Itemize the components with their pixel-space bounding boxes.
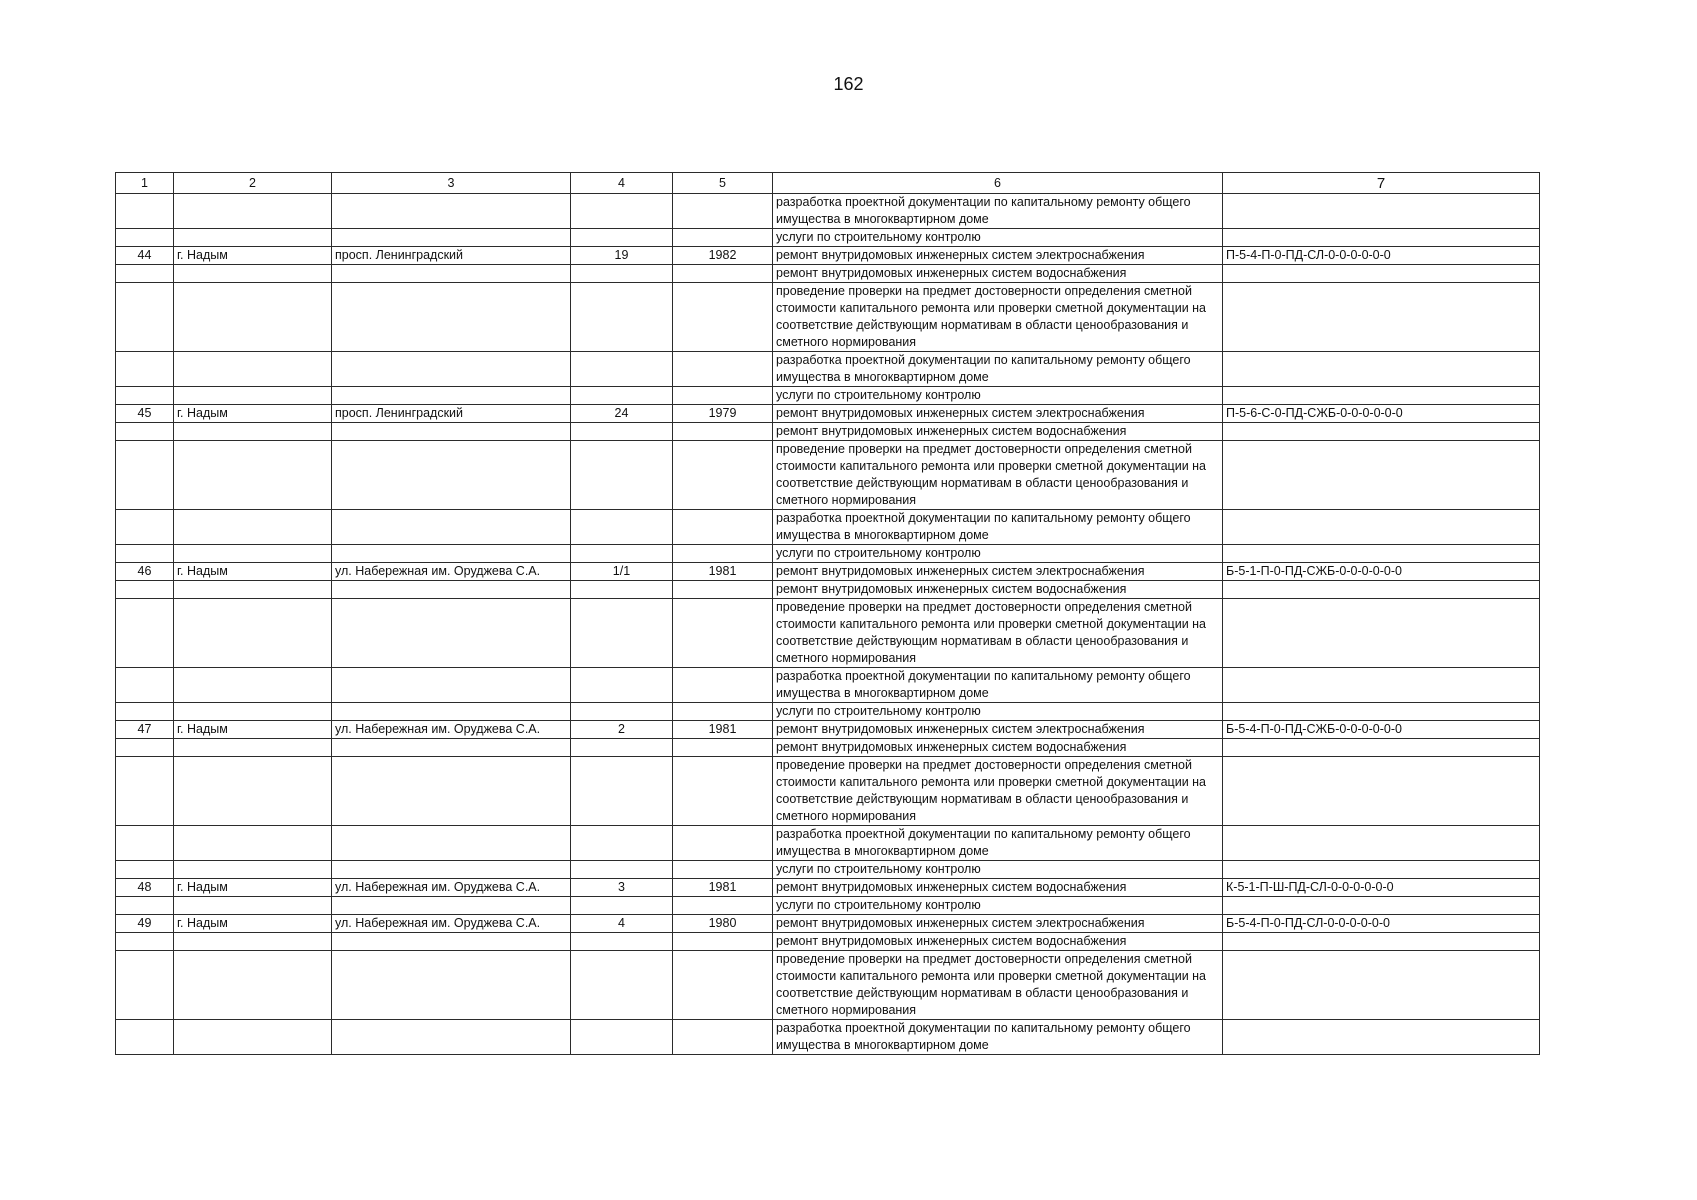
- street-cell: просп. Ленинградский: [332, 247, 571, 265]
- city-cell: [174, 1020, 332, 1055]
- table-row: [116, 581, 1540, 599]
- house-number-cell: [571, 861, 673, 879]
- row-number-cell: [116, 510, 174, 545]
- table-row: [116, 951, 1540, 1020]
- house-number-cell: [571, 826, 673, 861]
- year-built-cell: [673, 739, 773, 757]
- house-number-cell: 4: [571, 915, 673, 933]
- street-cell: [332, 757, 571, 826]
- object-code-cell: [1223, 352, 1540, 387]
- house-number-cell: [571, 599, 673, 668]
- row-number-cell: 46: [116, 563, 174, 581]
- city-cell: [174, 897, 332, 915]
- year-built-cell: [673, 951, 773, 1020]
- work-type-cell: услуги по строительному контролю: [773, 229, 1223, 247]
- row-number-cell: 44: [116, 247, 174, 265]
- city-cell: [174, 283, 332, 352]
- work-type-cell: ремонт внутридомовых инженерных систем водоснабжения: [773, 933, 1223, 951]
- work-type-cell: услуги по строительному контролю: [773, 703, 1223, 721]
- table-row: [116, 229, 1540, 247]
- city-cell: г. Надым: [174, 405, 332, 423]
- street-cell: [332, 703, 571, 721]
- year-built-cell: [673, 194, 773, 229]
- street-cell: [332, 668, 571, 703]
- house-number-cell: [571, 387, 673, 405]
- year-built-cell: [673, 441, 773, 510]
- street-cell: [332, 599, 571, 668]
- work-type-cell: разработка проектной документации по капитальному ремонту общего имущества в многоквартирном доме: [773, 826, 1223, 861]
- table-row: [116, 265, 1540, 283]
- work-type-cell: проведение проверки на предмет достоверности определения сметной стоимости капитального ремонта или проверки сметной документации на соответствие действующим нормативам в области ценообразования и сметного нормирования: [773, 599, 1223, 668]
- work-type-cell: разработка проектной документации по капитальному ремонту общего имущества в многоквартирном доме: [773, 194, 1223, 229]
- object-code-cell: К-5-1-П-Ш-ПД-СЛ-0-0-0-0-0-0: [1223, 879, 1540, 897]
- header-cell-4: 4: [571, 173, 673, 194]
- year-built-cell: [673, 545, 773, 563]
- city-cell: [174, 951, 332, 1020]
- year-built-cell: [673, 423, 773, 441]
- street-cell: ул. Набережная им. Оруджева С.А.: [332, 563, 571, 581]
- work-type-cell: разработка проектной документации по капитальному ремонту общего имущества в многоквартирном доме: [773, 510, 1223, 545]
- street-cell: ул. Набережная им. Оруджева С.А.: [332, 721, 571, 739]
- table-row: [116, 423, 1540, 441]
- table-row: [116, 826, 1540, 861]
- work-type-cell: ремонт внутридомовых инженерных систем водоснабжения: [773, 879, 1223, 897]
- city-cell: [174, 757, 332, 826]
- street-cell: [332, 265, 571, 283]
- city-cell: г. Надым: [174, 247, 332, 265]
- table-row: [116, 194, 1540, 229]
- row-number-cell: [116, 265, 174, 283]
- street-cell: [332, 423, 571, 441]
- year-built-cell: [673, 861, 773, 879]
- row-number-cell: [116, 545, 174, 563]
- year-built-cell: 1980: [673, 915, 773, 933]
- work-type-cell: ремонт внутридомовых инженерных систем водоснабжения: [773, 265, 1223, 283]
- street-cell: [332, 387, 571, 405]
- street-cell: ул. Набережная им. Оруджева С.А.: [332, 915, 571, 933]
- house-number-cell: [571, 283, 673, 352]
- object-code-cell: П-5-6-С-0-ПД-СЖБ-0-0-0-0-0-0: [1223, 405, 1540, 423]
- house-number-cell: [571, 545, 673, 563]
- year-built-cell: 1981: [673, 721, 773, 739]
- city-cell: г. Надым: [174, 721, 332, 739]
- header-cell-3: 3: [332, 173, 571, 194]
- header-row: [116, 173, 1540, 194]
- work-type-cell: проведение проверки на предмет достоверности определения сметной стоимости капитального ремонта или проверки сметной документации на соответствие действующим нормативам в области ценообразования и сметного нормирования: [773, 757, 1223, 826]
- table-row: [116, 721, 1540, 739]
- work-type-cell: проведение проверки на предмет достоверности определения сметной стоимости капитального ремонта или проверки сметной документации на соответствие действующим нормативам в области ценообразования и сметного нормирования: [773, 951, 1223, 1020]
- table-row: [116, 1020, 1540, 1055]
- object-code-cell: [1223, 757, 1540, 826]
- table-row: [116, 563, 1540, 581]
- object-code-cell: [1223, 897, 1540, 915]
- street-cell: [332, 510, 571, 545]
- register-table: [115, 172, 1540, 1055]
- object-code-cell: [1223, 545, 1540, 563]
- street-cell: [332, 739, 571, 757]
- year-built-cell: [673, 757, 773, 826]
- street-cell: [332, 229, 571, 247]
- row-number-cell: [116, 668, 174, 703]
- table-row: [116, 405, 1540, 423]
- header-cell-1: 1: [116, 173, 174, 194]
- page-number: 162: [833, 74, 864, 94]
- city-cell: [174, 387, 332, 405]
- city-cell: г. Надым: [174, 879, 332, 897]
- street-cell: [332, 1020, 571, 1055]
- work-type-cell: ремонт внутридомовых инженерных систем электроснабжения: [773, 405, 1223, 423]
- work-type-cell: услуги по строительному контролю: [773, 545, 1223, 563]
- work-type-cell: разработка проектной документации по капитальному ремонту общего имущества в многоквартирном доме: [773, 1020, 1223, 1055]
- object-code-cell: П-5-4-П-0-ПД-СЛ-0-0-0-0-0-0: [1223, 247, 1540, 265]
- year-built-cell: [673, 897, 773, 915]
- street-cell: [332, 951, 571, 1020]
- table-row: [116, 441, 1540, 510]
- row-number-cell: [116, 703, 174, 721]
- city-cell: [174, 668, 332, 703]
- object-code-cell: [1223, 387, 1540, 405]
- year-built-cell: [673, 265, 773, 283]
- street-cell: [332, 933, 571, 951]
- year-built-cell: 1981: [673, 879, 773, 897]
- row-number-cell: [116, 1020, 174, 1055]
- year-built-cell: [673, 581, 773, 599]
- table-row: [116, 915, 1540, 933]
- row-number-cell: 49: [116, 915, 174, 933]
- city-cell: [174, 581, 332, 599]
- street-cell: [332, 352, 571, 387]
- row-number-cell: [116, 897, 174, 915]
- house-number-cell: 2: [571, 721, 673, 739]
- city-cell: [174, 423, 332, 441]
- object-code-cell: [1223, 510, 1540, 545]
- year-built-cell: 1982: [673, 247, 773, 265]
- city-cell: [174, 510, 332, 545]
- table-row: [116, 387, 1540, 405]
- object-code-cell: Б-5-1-П-0-ПД-СЖБ-0-0-0-0-0-0: [1223, 563, 1540, 581]
- house-number-cell: [571, 739, 673, 757]
- row-number-cell: 45: [116, 405, 174, 423]
- year-built-cell: [673, 1020, 773, 1055]
- object-code-cell: [1223, 423, 1540, 441]
- row-number-cell: [116, 283, 174, 352]
- house-number-cell: 19: [571, 247, 673, 265]
- street-cell: [332, 581, 571, 599]
- row-number-cell: [116, 229, 174, 247]
- work-type-cell: ремонт внутридомовых инженерных систем электроснабжения: [773, 247, 1223, 265]
- street-cell: просп. Ленинградский: [332, 405, 571, 423]
- city-cell: [174, 352, 332, 387]
- house-number-cell: [571, 933, 673, 951]
- object-code-cell: [1223, 283, 1540, 352]
- year-built-cell: [673, 387, 773, 405]
- city-cell: [174, 265, 332, 283]
- work-type-cell: услуги по строительному контролю: [773, 861, 1223, 879]
- house-number-cell: [571, 265, 673, 283]
- year-built-cell: 1979: [673, 405, 773, 423]
- street-cell: [332, 545, 571, 563]
- row-number-cell: 47: [116, 721, 174, 739]
- table-row: [116, 247, 1540, 265]
- work-type-cell: разработка проектной документации по капитальному ремонту общего имущества в многоквартирном доме: [773, 668, 1223, 703]
- object-code-cell: [1223, 739, 1540, 757]
- work-type-cell: проведение проверки на предмет достоверности определения сметной стоимости капитального ремонта или проверки сметной документации на соответствие действующим нормативам в области ценообразования и сметного нормирования: [773, 283, 1223, 352]
- table-row: [116, 703, 1540, 721]
- street-cell: [332, 897, 571, 915]
- house-number-cell: 1/1: [571, 563, 673, 581]
- row-number-cell: [116, 441, 174, 510]
- house-number-cell: [571, 951, 673, 1020]
- street-cell: [332, 826, 571, 861]
- row-number-cell: [116, 951, 174, 1020]
- city-cell: [174, 739, 332, 757]
- year-built-cell: [673, 703, 773, 721]
- object-code-cell: [1223, 599, 1540, 668]
- object-code-cell: [1223, 229, 1540, 247]
- year-built-cell: [673, 826, 773, 861]
- house-number-cell: [571, 441, 673, 510]
- year-built-cell: [673, 352, 773, 387]
- row-number-cell: [116, 599, 174, 668]
- object-code-cell: [1223, 581, 1540, 599]
- row-number-cell: [116, 352, 174, 387]
- table-row: [116, 739, 1540, 757]
- city-cell: [174, 933, 332, 951]
- year-built-cell: [673, 283, 773, 352]
- object-code-cell: [1223, 194, 1540, 229]
- work-type-cell: ремонт внутридомовых инженерных систем электроснабжения: [773, 721, 1223, 739]
- row-number-cell: [116, 387, 174, 405]
- house-number-cell: [571, 229, 673, 247]
- city-cell: [174, 599, 332, 668]
- city-cell: [174, 545, 332, 563]
- city-cell: [174, 861, 332, 879]
- year-built-cell: [673, 599, 773, 668]
- row-number-cell: 48: [116, 879, 174, 897]
- street-cell: [332, 194, 571, 229]
- table-row: [116, 879, 1540, 897]
- row-number-cell: [116, 861, 174, 879]
- object-code-cell: Б-5-4-П-0-ПД-СЛ-0-0-0-0-0-0: [1223, 915, 1540, 933]
- header-cell-2: 2: [174, 173, 332, 194]
- house-number-cell: [571, 510, 673, 545]
- house-number-cell: [571, 668, 673, 703]
- table-row: [116, 757, 1540, 826]
- house-number-cell: [571, 757, 673, 826]
- street-cell: ул. Набережная им. Оруджева С.А.: [332, 879, 571, 897]
- object-code-cell: [1223, 951, 1540, 1020]
- row-number-cell: [116, 826, 174, 861]
- house-number-cell: [571, 194, 673, 229]
- object-code-cell: [1223, 703, 1540, 721]
- header-cell-7: 7: [1223, 173, 1540, 194]
- city-cell: г. Надым: [174, 563, 332, 581]
- street-cell: [332, 861, 571, 879]
- table-row: [116, 599, 1540, 668]
- header-cell-5: 5: [673, 173, 773, 194]
- work-type-cell: ремонт внутридомовых инженерных систем водоснабжения: [773, 423, 1223, 441]
- city-cell: г. Надым: [174, 915, 332, 933]
- table-row: [116, 283, 1540, 352]
- work-type-cell: ремонт внутридомовых инженерных систем водоснабжения: [773, 581, 1223, 599]
- object-code-cell: [1223, 441, 1540, 510]
- object-code-cell: [1223, 933, 1540, 951]
- city-cell: [174, 441, 332, 510]
- row-number-cell: [116, 757, 174, 826]
- work-type-cell: ремонт внутридомовых инженерных систем электроснабжения: [773, 915, 1223, 933]
- work-type-cell: ремонт внутридомовых инженерных систем водоснабжения: [773, 739, 1223, 757]
- object-code-cell: [1223, 668, 1540, 703]
- house-number-cell: 3: [571, 879, 673, 897]
- work-type-cell: проведение проверки на предмет достоверности определения сметной стоимости капитального ремонта или проверки сметной документации на соответствие действующим нормативам в области ценообразования и сметного нормирования: [773, 441, 1223, 510]
- work-type-cell: услуги по строительному контролю: [773, 387, 1223, 405]
- row-number-cell: [116, 423, 174, 441]
- table-row: [116, 352, 1540, 387]
- city-cell: [174, 703, 332, 721]
- house-number-cell: [571, 1020, 673, 1055]
- street-cell: [332, 441, 571, 510]
- work-type-cell: разработка проектной документации по капитальному ремонту общего имущества в многоквартирном доме: [773, 352, 1223, 387]
- header-cell-6: 6: [773, 173, 1223, 194]
- house-number-cell: [571, 352, 673, 387]
- object-code-cell: [1223, 826, 1540, 861]
- object-code-cell: [1223, 861, 1540, 879]
- city-cell: [174, 229, 332, 247]
- street-cell: [332, 283, 571, 352]
- house-number-cell: [571, 897, 673, 915]
- city-cell: [174, 826, 332, 861]
- table-row: [116, 545, 1540, 563]
- house-number-cell: [571, 423, 673, 441]
- object-code-cell: [1223, 1020, 1540, 1055]
- house-number-cell: [571, 703, 673, 721]
- object-code-cell: [1223, 265, 1540, 283]
- year-built-cell: 1981: [673, 563, 773, 581]
- table-row: [116, 861, 1540, 879]
- row-number-cell: [116, 194, 174, 229]
- object-code-cell: Б-5-4-П-0-ПД-СЖБ-0-0-0-0-0-0: [1223, 721, 1540, 739]
- work-type-cell: ремонт внутридомовых инженерных систем электроснабжения: [773, 563, 1223, 581]
- table-row: [116, 510, 1540, 545]
- year-built-cell: [673, 229, 773, 247]
- city-cell: [174, 194, 332, 229]
- row-number-cell: [116, 581, 174, 599]
- year-built-cell: [673, 510, 773, 545]
- table-row: [116, 897, 1540, 915]
- row-number-cell: [116, 739, 174, 757]
- table-body: [116, 194, 1540, 1055]
- work-type-cell: услуги по строительному контролю: [773, 897, 1223, 915]
- house-number-cell: [571, 581, 673, 599]
- table-row: [116, 668, 1540, 703]
- row-number-cell: [116, 933, 174, 951]
- house-number-cell: 24: [571, 405, 673, 423]
- table-row: [116, 933, 1540, 951]
- year-built-cell: [673, 933, 773, 951]
- year-built-cell: [673, 668, 773, 703]
